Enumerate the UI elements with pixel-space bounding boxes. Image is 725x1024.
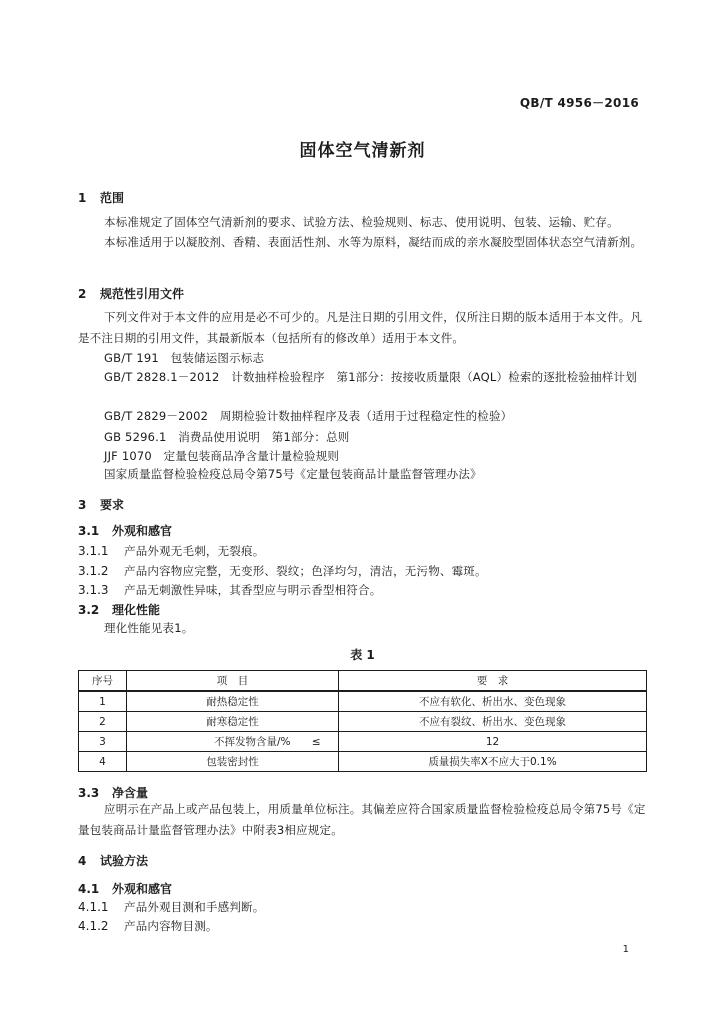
clause-4-1-1 — [78, 899, 264, 915]
clause-text: 产品无刺激性异味，其香型应与明示香型相符合。 — [124, 583, 382, 597]
table-cell: 1 — [79, 691, 127, 712]
clause-number: 3.1.1 — [78, 544, 109, 558]
reference-item: GB/T 2829－2002 周期检验计数抽样程序及表（适用于过程稳定性的检验） — [104, 409, 513, 423]
scope-paragraph-1: 本标准规定了固体空气清新剂的要求、试验方法、检验规则、标志、使用说明、包装、运输、贮存。 — [104, 215, 619, 229]
reference-item: GB 5296.1 消费品使用说明 第1部分：总则 — [104, 430, 350, 444]
table-cell: 不应有裂纹、析出水、变色现象 — [339, 712, 647, 732]
scope-paragraph-2: 本标准适用于以凝胶剂、香精、表面活性剂、水等为原料，凝结而成的亲水凝胶型固体状态空气清新剂。 — [104, 235, 643, 249]
section-title: 规范性引用文件 — [100, 287, 185, 301]
clause-4-1-2 — [78, 918, 218, 934]
table-header-row — [79, 671, 647, 692]
subsection-3-1-heading — [78, 522, 172, 539]
subsection-3-2-heading — [78, 601, 160, 618]
standard-number: QB/T 4956－2016 — [519, 96, 639, 110]
table-row — [79, 712, 647, 732]
clause-number: 4.1.1 — [78, 900, 109, 914]
clause-number: 4.1.2 — [78, 919, 109, 933]
table-cell: 包装密封性 — [127, 752, 339, 772]
clause-text: 产品内容物目测。 — [124, 919, 218, 933]
section-number: 3 — [78, 498, 87, 512]
reference-item: GB/T 2828.1－2012 计数抽样检验程序 第1部分：按接收质量限（AQL）检索的逐批检验抽样计划 — [104, 370, 637, 384]
table-row — [79, 691, 647, 712]
clause-number: 3.1.3 — [78, 583, 109, 597]
clause-3-1-1 — [78, 543, 264, 559]
section-number: 4 — [78, 854, 87, 868]
table-row — [79, 752, 647, 772]
clause-text: 产品内容物应完整，无变形、裂纹；色泽均匀，清洁，无污物、霉斑。 — [124, 564, 487, 578]
section-title: 范围 — [100, 191, 125, 205]
references-intro: 下列文件对于本文件的应用是必不可少的。凡是注日期的引用文件，仅所注日期的版本适用于本文件。凡是不注日期的引用文件，其最新版本（包括所有的修改单）适用于本文件。 — [78, 310, 643, 345]
table-cell: ≤ — [295, 732, 339, 752]
section-1-heading — [78, 189, 124, 206]
section-number: 1 — [78, 191, 87, 205]
table-row — [79, 732, 647, 752]
reference-item: JJF 1070 定量包装商品净含量计量检验规则 — [104, 449, 340, 463]
column-header: 序号 — [79, 671, 127, 692]
document-title: 固体空气清新剂 — [299, 141, 426, 161]
clause-3-1-3 — [78, 582, 381, 598]
subsection-title: 外观和感官 — [112, 882, 173, 896]
clause-3-2-text: 理化性能见表1。 — [104, 621, 194, 635]
table-cell: 12 — [339, 732, 647, 752]
clause-text: 产品外观目测和手感判断。 — [124, 900, 265, 914]
table-cell: 质量损失率X不应大于0.1% — [339, 752, 647, 772]
net-content-paragraph: 应明示在产品上或产品包装上，用质量单位标注。其偏差应符合国家质量监督检验检疫总局令第75号《定量包装商品计量监督管理办法》中附表3相应规定。 — [78, 802, 646, 837]
section-title: 试验方法 — [100, 854, 149, 868]
column-header: 要 求 — [339, 671, 647, 692]
subsection-4-1-heading — [78, 880, 172, 897]
subsection-number: 4.1 — [78, 882, 100, 896]
section-3-heading — [78, 496, 124, 513]
table-caption: 表 1 — [350, 648, 375, 662]
table-cell: 4 — [79, 752, 127, 772]
subsection-title: 外观和感官 — [112, 524, 173, 538]
table-cell: 不挥发物含量/% — [127, 732, 295, 752]
table-cell: 耐热稳定性 — [127, 691, 339, 712]
subsection-title: 净含量 — [112, 786, 149, 800]
section-title: 要求 — [100, 498, 125, 512]
page-number: 1 — [622, 944, 629, 955]
subsection-number: 3.1 — [78, 524, 100, 538]
table-cell: 3 — [79, 732, 127, 752]
reference-item: 国家质量监督检验检疫总局令第75号《定量包装商品计量监督管理办法》 — [104, 467, 482, 481]
clause-number: 3.1.2 — [78, 564, 109, 578]
table-cell: 不应有软化、析出水、变色现象 — [339, 691, 647, 712]
table-cell: 2 — [79, 712, 127, 732]
subsection-number: 3.3 — [78, 786, 100, 800]
properties-table — [78, 670, 647, 772]
subsection-title: 理化性能 — [112, 603, 161, 617]
section-4-heading — [78, 852, 148, 869]
section-number: 2 — [78, 287, 87, 301]
column-header: 项 目 — [127, 671, 339, 692]
clause-text: 产品外观无毛刺，无裂痕。 — [124, 544, 265, 558]
table-cell: 耐寒稳定性 — [127, 712, 339, 732]
clause-3-1-2 — [78, 563, 487, 579]
section-2-heading — [78, 285, 184, 302]
subsection-number: 3.2 — [78, 603, 100, 617]
reference-item: GB/T 191 包装储运图示标志 — [104, 351, 265, 365]
